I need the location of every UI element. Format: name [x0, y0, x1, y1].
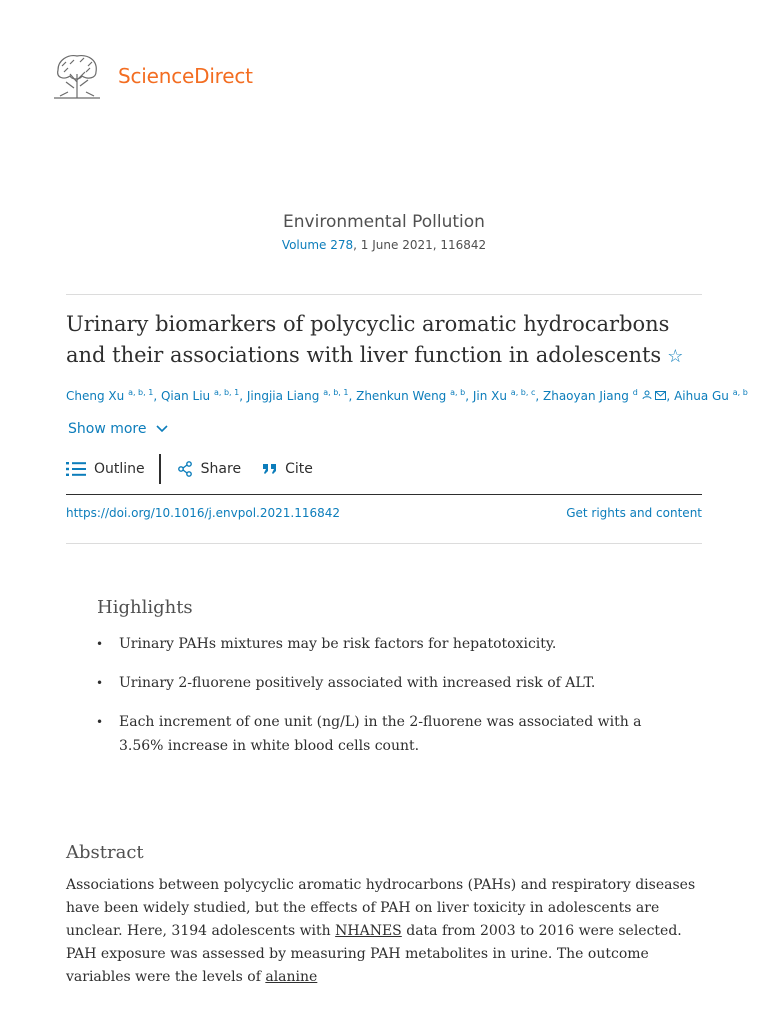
list-item: • Each increment of one unit (ng/L) in the 2-fluorene was associated with a 3.56% increase in white blood cells count.	[96, 710, 656, 758]
chevron-down-icon	[155, 424, 169, 434]
author-link[interactable]: Jin Xu $^{a, b, c}$	[472, 388, 536, 403]
cite-button[interactable]	[263, 461, 313, 477]
star-icon[interactable]: ☆	[667, 346, 684, 367]
author-link[interactable]: Zhaoyan Jiang $^d$	[543, 389, 666, 403]
sciencedirect-logo[interactable]	[50, 52, 253, 100]
show-more-button[interactable]	[68, 421, 169, 437]
article-toolbar	[66, 452, 313, 486]
toolbar-underline	[66, 494, 702, 495]
rights-link[interactable]: Get rights and content	[566, 506, 702, 520]
volume-link[interactable]: Volume 278	[281, 238, 354, 252]
outline-label: Outline	[94, 461, 145, 477]
abstract-heading: Abstract	[66, 842, 144, 863]
article-title	[66, 309, 696, 372]
nhanes-link[interactable]: NHANES	[335, 923, 402, 939]
person-icon	[642, 390, 652, 400]
list-item: • Urinary PAHs mixtures may be risk factors for hepatotoxicity.	[96, 632, 656, 656]
highlights-heading: Highlights	[97, 597, 193, 618]
author-link[interactable]: Zhenkun Weng $^{a, b}$	[356, 388, 466, 403]
quote-icon	[263, 463, 277, 475]
outline-button[interactable]	[66, 461, 145, 477]
author-link[interactable]: Cheng Xu $^{a, b, 1}$	[66, 388, 154, 403]
highlights-list	[96, 632, 656, 773]
issue-info: , 1 June 2021, 116842	[353, 238, 487, 252]
author-link[interactable]: Jingjia Liang $^{a, b, 1}$	[246, 388, 349, 403]
list-item: • Urinary 2-fluorene positively associated with increased risk of ALT.	[96, 671, 656, 695]
journal-meta	[0, 238, 768, 252]
elsevier-tree-icon	[50, 52, 104, 100]
journal-info	[0, 212, 768, 252]
author-list: Cheng Xu $^{a, b, 1}$, Qian Liu $^{a, b, 1}$, Jingjia Liang $^{a, b, 1}$, Zhenkun Weng $^{a, b}$, Jin Xu $^{a, b, c}$, Zhaoyan Jiang $^d$ , Aihua Gu $^{a, b}$	[66, 388, 748, 403]
email-icon	[655, 391, 666, 400]
show-more-label: Show more	[68, 421, 147, 437]
share-label: Share	[200, 461, 242, 477]
cite-label: Cite	[285, 461, 313, 477]
doi-link[interactable]: https://doi.org/10.1016/j.envpol.2021.116842	[66, 506, 341, 520]
doi-bar	[66, 506, 702, 520]
journal-title-link[interactable]: Environmental Pollution	[283, 212, 485, 232]
share-icon	[177, 461, 193, 477]
alanine-link[interactable]: alanine	[265, 969, 318, 985]
divider	[66, 543, 702, 544]
share-button[interactable]	[177, 461, 241, 477]
brand-name: ScienceDirect	[118, 64, 253, 88]
list-icon	[66, 461, 86, 477]
abstract-text: Associations between polycyclic aromatic hydrocarbons (PAHs) and respiratory diseases have been widely studied, but the effects of PAH on liver toxicity in adolescents are unclear. Here, 3194 adolescents with NHANES data from 2003 to 2016 were selected. PAH exposure was assessed by measuring PAH metabolites in urine. The outcome variables were the levels of alanine	[66, 877, 696, 985]
toolbar-separator	[159, 454, 161, 484]
author-link[interactable]: Aihua Gu $^{a, b}$	[674, 388, 748, 403]
author-link[interactable]: Qian Liu $^{a, b, 1}$	[160, 388, 240, 403]
divider	[66, 294, 702, 295]
article-title-text: Urinary biomarkers of polycyclic aromatic hydrocarbons and their associations with liver function in adolescents	[66, 312, 670, 367]
